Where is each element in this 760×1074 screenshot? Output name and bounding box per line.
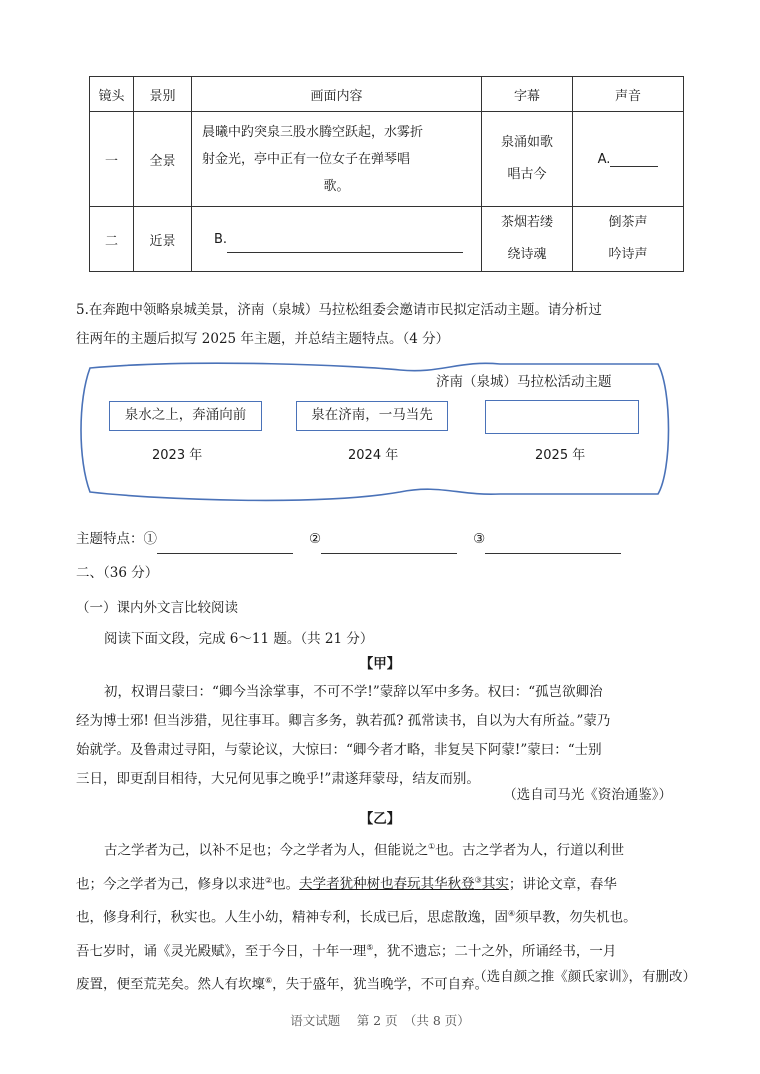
year-2023: 2023 年	[152, 448, 203, 463]
feature-marker-2: ②	[309, 531, 322, 547]
note-marker: ④	[508, 909, 516, 918]
yi-text: 也；今之学者为己，修身以求进	[76, 876, 265, 892]
yi-line-4	[76, 933, 696, 967]
row1-caption-line: 泉涌如歌	[500, 135, 553, 150]
note-marker: ③	[474, 875, 482, 885]
shot-table	[89, 76, 684, 272]
passage-jia-heading: 【甲】	[359, 656, 401, 672]
jia-line: 三日，即更刮目相待，大兄何见事之晚乎!”肃遂拜蒙母，结友而别。	[76, 771, 480, 787]
underlined-sentence	[299, 876, 509, 892]
section-two-heading: 二、（36 分）	[76, 565, 159, 581]
row2-sound-line: 倒茶声	[608, 215, 648, 230]
yi-source: （选自颜之推《颜氏家训》，有删改）	[473, 969, 696, 985]
header-caption: 字幕	[482, 77, 573, 112]
yi-text: ，失于盛年，犹当晚学，不可自弃。	[272, 976, 489, 993]
note-marker: ②	[265, 875, 273, 885]
feature-marker-3: ③	[473, 531, 486, 547]
jia-source: （选自司马光《资治通鉴》）	[503, 787, 672, 803]
answer-a-blank[interactable]	[610, 166, 658, 167]
row1-content-line: 射金光，亭中正有一位女子在弹琴唱	[202, 151, 411, 167]
answer-b-label: B.	[214, 231, 228, 247]
answer-b-blank[interactable]	[227, 252, 463, 253]
row1-sound	[573, 112, 684, 207]
row2-caption	[482, 207, 573, 272]
yi-text: ，犹不遗忘；二十之外，所诵经书，一月	[373, 943, 617, 959]
theme-2024: 泉在济南，一马当先	[296, 401, 448, 431]
year-2024: 2024 年	[348, 448, 399, 463]
row1-shot: 一	[90, 112, 134, 207]
row2-scene: 近景	[134, 207, 192, 272]
row2-shot: 二	[90, 207, 134, 272]
row1-content-line: 歌。	[323, 178, 350, 194]
yi-text: 夫学者犹种树也春玩其华秋登	[299, 876, 475, 892]
yi-text: 也。	[272, 876, 300, 892]
yi-text: 也，修身利行，秋实也。人生小幼，精神专利，长成已后，思虑散逸，固	[76, 909, 508, 926]
passage-jia	[76, 678, 696, 794]
theme-2025-input[interactable]	[485, 400, 639, 434]
jia-line: 始就学。及鲁肃过寻阳，与蒙论议，大惊曰：“卿今者才略，非复吴下阿蒙!”蒙曰：“士别	[76, 742, 602, 758]
row1-scene: 全景	[134, 112, 192, 207]
yi-line-1	[76, 832, 696, 866]
row2-sound	[573, 207, 684, 272]
features-row	[76, 525, 621, 554]
yi-text: 古之学者为己，以补不足也；今之学者为人，但能说之	[104, 842, 428, 859]
row2-caption-line: 绕诗魂	[507, 247, 547, 262]
note-marker: ⑤	[366, 942, 374, 952]
row2-content	[192, 207, 482, 272]
header-content: 画面内容	[192, 77, 482, 112]
jia-line: 经为博士邪! 但当涉猎，见往事耳。卿言多务，孰若孤? 孤常读书，自以为大有所益。”蒙乃	[76, 713, 611, 729]
note-marker: ⑥	[265, 976, 273, 985]
row2-sound-line: 吟诗声	[608, 247, 648, 262]
yi-text: 也。古之学者为人，行道以利世	[435, 842, 625, 859]
header-sound: 声音	[573, 77, 684, 112]
year-2025: 2025 年	[535, 448, 586, 463]
yi-text: 须早教，勿失机也。	[515, 909, 637, 926]
q5-line2: 往两年的主题后拟写 2025 年主题，并总结主题特点。（4 分）	[76, 331, 450, 347]
features-label: 主题特点：	[76, 531, 144, 547]
feature-blank-3[interactable]	[485, 533, 621, 554]
passage-yi-heading: 【乙】	[359, 811, 401, 827]
row1-caption-line: 唱古今	[507, 167, 547, 182]
row1-content-line: 晨曦中趵突泉三股水腾空跃起，水雾折	[202, 124, 424, 140]
header-shot: 镜头	[90, 77, 134, 112]
yi-line-3	[76, 899, 696, 933]
q5-line1: 5.在奔跑中领略泉城美景，济南（泉城）马拉松组委会邀请市民拟定活动主题。请分析过	[76, 302, 602, 318]
row2-caption-line: 茶烟若缕	[500, 215, 553, 230]
feature-blank-2[interactable]	[321, 533, 457, 554]
yi-text: 吾七岁时，诵《灵光殿赋》，至于今日，十年一理	[76, 943, 367, 959]
row1-content	[192, 112, 482, 207]
header-scene: 景别	[134, 77, 192, 112]
jia-line: 初，权谓吕蒙曰：“卿今当涂掌事，不可不学!”蒙辞以军中多务。权曰：“孤岂欲卿治	[104, 684, 603, 700]
yi-text: ；讲论文章，春华	[508, 876, 617, 892]
yi-text: 废置，便至荒芜矣。然人有坎壈	[76, 976, 265, 993]
feature-blank-1[interactable]	[157, 533, 293, 554]
feature-marker-1: ①	[143, 531, 157, 547]
row1-caption	[482, 112, 573, 207]
scroll-title: 济南（泉城）马拉松活动主题	[436, 374, 612, 390]
theme-2023: 泉水之上，奔涌向前	[109, 401, 262, 431]
answer-a-label: A.	[597, 151, 611, 167]
subsection-heading: （一）课内外文言比较阅读	[76, 600, 238, 616]
page-footer: 语文试题 第 2 页 （共 8 页）	[290, 1013, 470, 1028]
yi-line-2	[76, 866, 696, 900]
yi-text: 其实	[481, 876, 509, 892]
note-marker: ①	[428, 842, 436, 851]
reading-instruction: 阅读下面文段，完成 6～11 题。（共 21 分）	[104, 631, 374, 647]
